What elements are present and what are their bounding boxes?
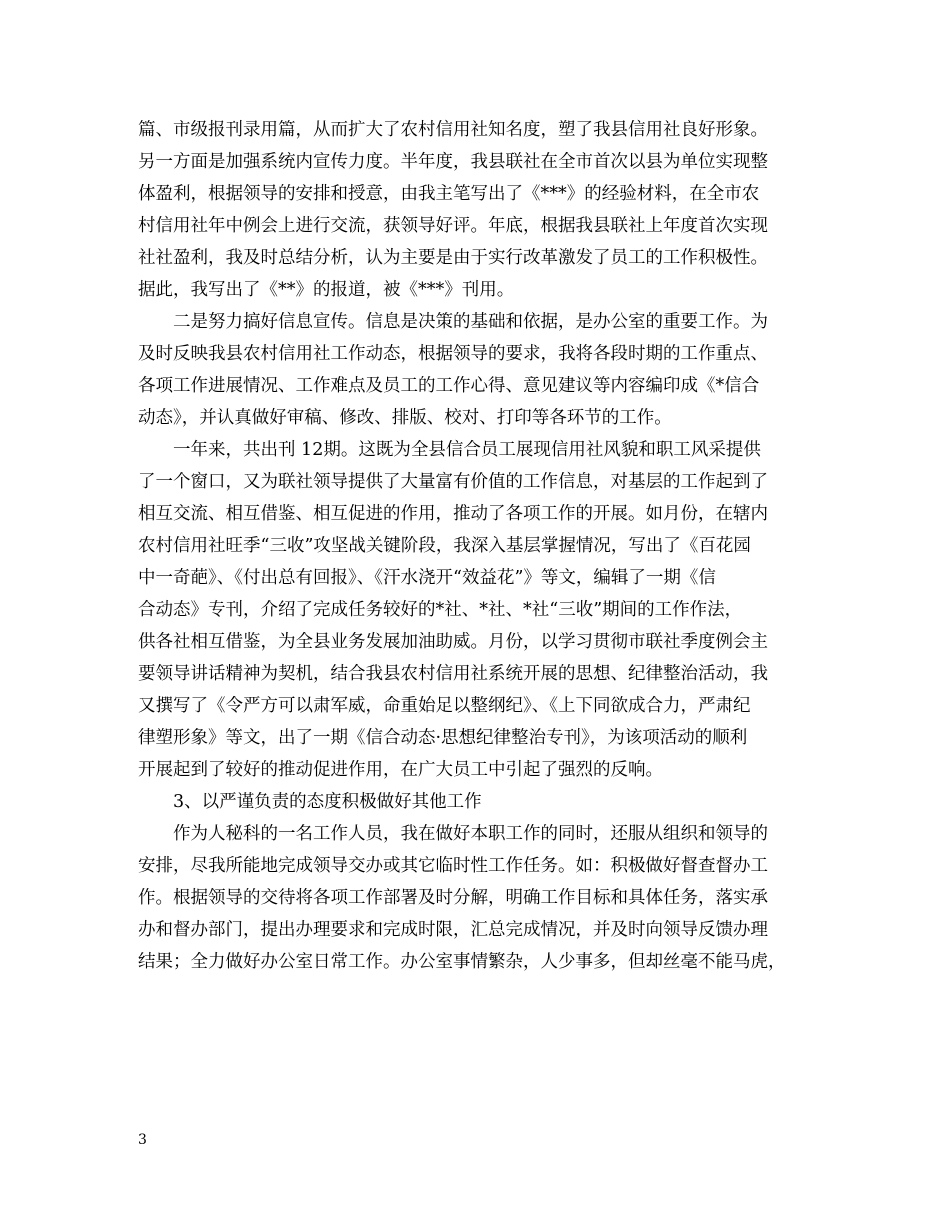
text-line: 安排，尽我所能地完成领导交办或其它临时性工作任务。如：积极做好督查督办工 [138,856,768,876]
text-line: 农村信用社旺季“三收”攻坚战关键阶段，我深入基层掌握情况，写出了《百花园 [138,536,751,556]
text-line: 篇、市级报刊录用篇，从而扩大了农村信用社知名度，塑了我县信用社良好形象。 [138,120,768,140]
text-line: 律塑形象》等文，出了一期《信合动态·思想纪律整治专刊》，为该项活动的顺利 [138,728,748,748]
text-line: 及时反映我县农村信用社工作动态，根据领导的要求，我将各段时期的工作重点、 [138,344,768,364]
text-line: 一年来，共出刊 12期。这既为全县信合员工展现信用社风貌和职工风采提供 [138,440,761,460]
text-line: 另一方面是加强系统内宣传力度。半年度，我县联社在全市首次以县为单位实现整 [138,152,768,172]
text-line: 村信用社年中例会上进行交流，获领导好评。年底，根据我县联社上年度首次实现 [138,216,768,236]
text-line: 开展起到了较好的推动促进作用，在广大员工中引起了强烈的反响。 [138,760,663,780]
text-line: 社社盈利，我及时总结分析，认为主要是由于实行改革激发了员工的工作积极性。 [138,248,768,268]
text-line: 体盈利，根据领导的安排和授意，由我主笔写出了《***》的经验材料，在全市农 [138,184,760,204]
text-line: 了一个窗口，又为联社领导提供了大量富有价值的工作信息，对基层的工作起到了 [138,472,768,492]
text-line: 据此，我写出了《**》的报道，被《***》刊用。 [138,280,515,300]
text-line: 中一奇葩》、《付出总有回报》、《汗水浇开“效益花”》等文，编辑了一期《信 [138,568,716,588]
text-line: 合动态》专刊，介绍了完成任务较好的*社、*社、*社“三收”期间的工作作法， [138,600,743,620]
body-text [138,114,818,978]
text-line: 相互交流、相互借鉴、相互促进的作用，推动了各项工作的开展。如月份，在辖内 [138,504,768,524]
page-number: 3 [138,1132,147,1148]
text-line: 供各社相互借鉴，为全县业务发展加油助威。月份，以学习贯彻市联社季度例会主 [138,632,768,652]
section-heading: 3、以严谨负责的态度积极做好其他工作 [138,792,482,812]
text-line: 作为人秘科的一名工作人员，我在做好本职工作的同时，还服从组织和领导的 [138,824,768,844]
text-line: 办和督办部门，提出办理要求和完成时限，汇总完成情况，并及时向领导反馈办理 [138,920,768,940]
text-line: 二是努力搞好信息宣传。信息是决策的基础和依据，是办公室的重要工作。为 [138,312,768,332]
text-line: 要领导讲话精神为契机，结合我县农村信用社系统开展的思想、纪律整治活动，我 [138,664,768,684]
text-line: 作。根据领导的交待将各项工作部署及时分解，明确工作目标和具体任务，落实承 [138,888,768,908]
text-line: 又撰写了《令严方可以肃军威，命重始足以整纲纪》、《上下同欲成合力，严肃纪 [138,696,751,716]
text-line: 动态》，并认真做好审稿、修改、排版、校对、打印等各环节的工作。 [138,408,672,428]
text-line: 各项工作进展情况、工作难点及员工的工作心得、意见建议等内容编印成《*信合 [138,376,760,396]
text-line: 结果；全力做好办公室日常工作。办公室事情繁杂，人少事多，但却丝毫不能马虎， [138,952,786,972]
